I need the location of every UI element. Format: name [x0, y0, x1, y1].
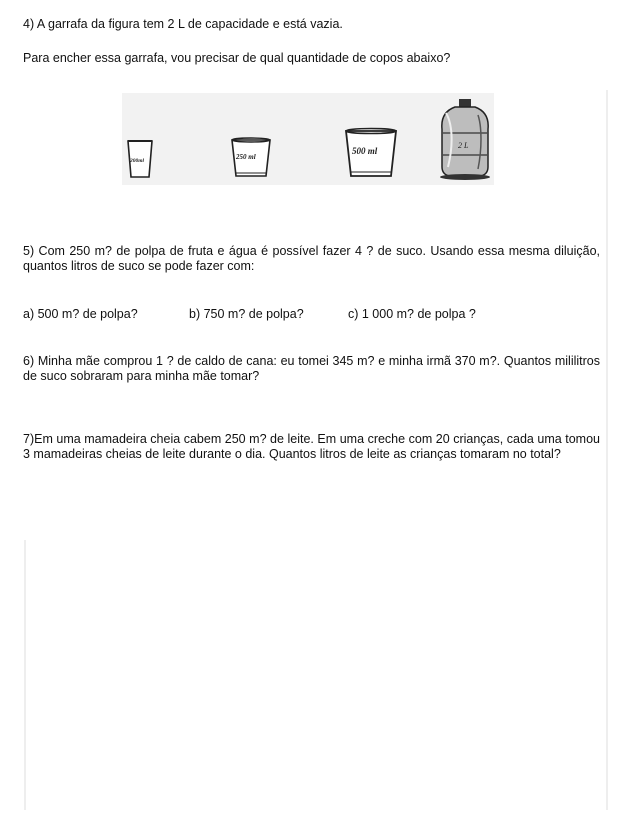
cup-500ml-icon	[346, 129, 396, 177]
option-c: c) 1 000 m? de polpa ?	[348, 307, 476, 321]
question-5-options	[23, 307, 600, 323]
scan-edge-right	[606, 90, 608, 810]
bottle-2l-icon	[440, 99, 490, 180]
cup-250ml-icon	[232, 138, 270, 176]
cup-250ml-label: 250 ml	[236, 153, 256, 161]
cups-and-bottle-figure	[122, 93, 494, 185]
question-4-prompt: Para encher essa garrafa, vou precisar de qual quantidade de copos abaixo?	[23, 51, 451, 65]
question-4-statement: 4) A garrafa da figura tem 2 L de capacidade e está vazia.	[23, 17, 343, 31]
cup-200ml-label: 200ml	[130, 158, 145, 164]
cup-200ml-icon	[128, 141, 152, 177]
question-7-statement: 7)Em uma mamadeira cheia cabem 250 m? de leite. Em uma creche com 20 crianças, cada uma tomou 3 mamadeiras cheias de leite durante o dia. Quantos litros de leite as crianças tomaram no total?	[23, 432, 600, 461]
option-a: a) 500 m? de polpa?	[23, 307, 138, 321]
bottle-label: 2 L	[458, 141, 469, 150]
question-6-statement: 6) Minha mãe comprou 1 ? de caldo de cana: eu tomei 345 m? e minha irmã 370 m?. Quantos mililitros de suco sobraram para minha mãe tomar?	[23, 354, 600, 383]
option-b: b) 750 m? de polpa?	[189, 307, 304, 321]
scan-edge-left	[24, 540, 26, 810]
question-5-statement: 5) Com 250 m? de polpa de fruta e água é possível fazer 4 ? de suco. Usando essa mesma diluição, quantos litros de suco se pode fazer com:	[23, 244, 600, 273]
cup-500ml-label: 500 ml	[352, 146, 378, 156]
